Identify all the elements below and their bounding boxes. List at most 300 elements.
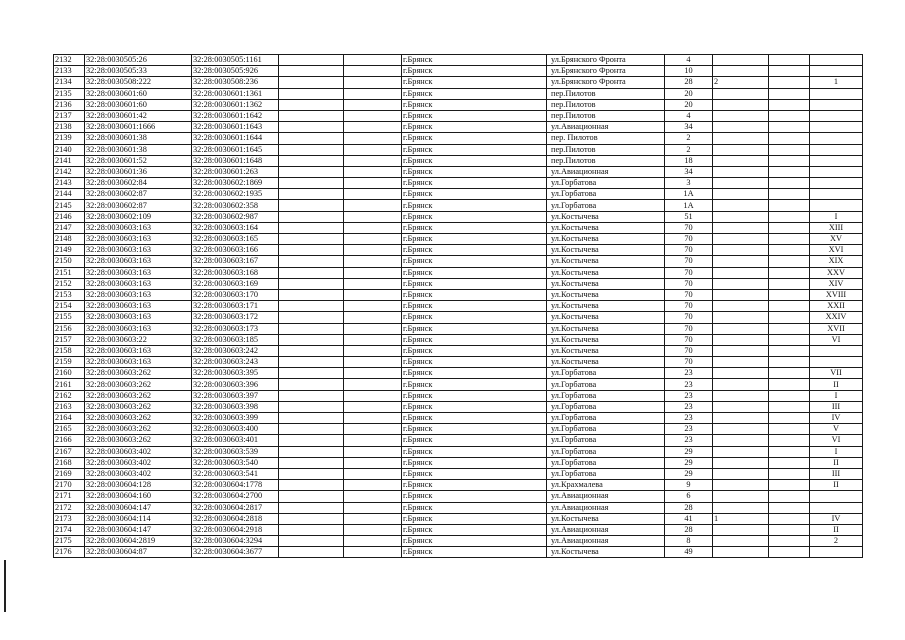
empty-cell (279, 211, 344, 222)
empty-cell (769, 99, 810, 110)
table-row (54, 88, 863, 99)
empty-cell (279, 547, 344, 558)
street-cell: ул.Костычева (547, 278, 665, 289)
row-number: 2157 (54, 334, 85, 345)
apartment-cell (810, 166, 863, 177)
city-cell: г.Брянск (402, 189, 547, 200)
table-row (54, 536, 863, 547)
object-cadastral-number: 32:28:0030603:167 (192, 256, 279, 267)
house-cell: 70 (665, 323, 713, 334)
city-cell: г.Брянск (402, 256, 547, 267)
street-cell: ул.Горбатова (547, 368, 665, 379)
building-cell (713, 368, 769, 379)
street-cell: пер.Пилотов (547, 99, 665, 110)
empty-cell (344, 234, 402, 245)
object-cadastral-number: 32:28:0030603:400 (192, 424, 279, 435)
empty-cell (769, 166, 810, 177)
apartment-cell: XIX (810, 256, 863, 267)
table-row (54, 357, 863, 368)
object-cadastral-number: 32:28:0030508:236 (192, 77, 279, 88)
empty-cell (279, 379, 344, 390)
street-cell: ул.Авиационная (547, 502, 665, 513)
land-cadastral-number: 32:28:0030603:262 (85, 413, 192, 424)
table-row (54, 278, 863, 289)
land-cadastral-number: 32:28:0030603:163 (85, 312, 192, 323)
street-cell: ул.Горбатова (547, 379, 665, 390)
building-cell (713, 301, 769, 312)
empty-cell (344, 301, 402, 312)
empty-cell (279, 88, 344, 99)
building-cell: 2 (713, 77, 769, 88)
object-cadastral-number: 32:28:0030603:165 (192, 234, 279, 245)
house-cell: 23 (665, 379, 713, 390)
table-row (54, 323, 863, 334)
apartment-cell (810, 133, 863, 144)
empty-cell (344, 357, 402, 368)
building-cell (713, 155, 769, 166)
land-cadastral-number: 32:28:0030603:262 (85, 379, 192, 390)
object-cadastral-number: 32:28:0030602:1869 (192, 178, 279, 189)
building-cell (713, 200, 769, 211)
table-row (54, 457, 863, 468)
empty-cell (344, 413, 402, 424)
apartment-cell: III (810, 468, 863, 479)
building-cell (713, 345, 769, 356)
row-number: 2151 (54, 267, 85, 278)
table-row (54, 200, 863, 211)
house-cell: 70 (665, 345, 713, 356)
house-cell: 1А (665, 189, 713, 200)
empty-cell (769, 480, 810, 491)
table-row (54, 99, 863, 110)
house-cell: 1А (665, 200, 713, 211)
table-row (54, 435, 863, 446)
building-cell (713, 491, 769, 502)
object-cadastral-number: 32:28:0030604:3294 (192, 536, 279, 547)
street-cell: ул.Горбатова (547, 468, 665, 479)
house-cell: 70 (665, 334, 713, 345)
street-cell: ул.Авиационная (547, 122, 665, 133)
empty-cell (769, 245, 810, 256)
table-row (54, 513, 863, 524)
empty-cell (769, 189, 810, 200)
row-number: 2136 (54, 99, 85, 110)
object-cadastral-number: 32:28:0030505:926 (192, 66, 279, 77)
house-cell: 18 (665, 155, 713, 166)
house-cell: 3 (665, 178, 713, 189)
land-cadastral-number: 32:28:0030601:36 (85, 166, 192, 177)
city-cell: г.Брянск (402, 491, 547, 502)
empty-cell (769, 435, 810, 446)
city-cell: г.Брянск (402, 401, 547, 412)
street-cell: ул.Костычева (547, 267, 665, 278)
land-cadastral-number: 32:28:0030603:262 (85, 368, 192, 379)
empty-cell (769, 468, 810, 479)
object-cadastral-number: 32:28:0030604:1778 (192, 480, 279, 491)
street-cell: ул.Брянского Фронта (547, 66, 665, 77)
apartment-cell: 2 (810, 536, 863, 547)
land-cadastral-number: 32:28:0030603:163 (85, 323, 192, 334)
row-number: 2133 (54, 66, 85, 77)
empty-cell (279, 513, 344, 524)
empty-cell (279, 491, 344, 502)
city-cell: г.Брянск (402, 55, 547, 66)
row-number: 2153 (54, 289, 85, 300)
building-cell (713, 446, 769, 457)
row-number: 2149 (54, 245, 85, 256)
city-cell: г.Брянск (402, 222, 547, 233)
apartment-cell: IV (810, 513, 863, 524)
apartment-cell: V (810, 424, 863, 435)
row-number: 2148 (54, 234, 85, 245)
house-cell: 70 (665, 256, 713, 267)
empty-cell (769, 301, 810, 312)
empty-cell (344, 289, 402, 300)
row-number: 2146 (54, 211, 85, 222)
object-cadastral-number: 32:28:0030602:358 (192, 200, 279, 211)
object-cadastral-number: 32:28:0030604:2817 (192, 502, 279, 513)
apartment-cell (810, 55, 863, 66)
empty-cell (279, 66, 344, 77)
house-cell: 23 (665, 390, 713, 401)
street-cell: пер.Пилотов (547, 110, 665, 121)
house-cell: 28 (665, 502, 713, 513)
land-cadastral-number: 32:28:0030604:160 (85, 491, 192, 502)
row-number: 2147 (54, 222, 85, 233)
empty-cell (344, 99, 402, 110)
building-cell (713, 178, 769, 189)
land-cadastral-number: 32:28:0030601:1666 (85, 122, 192, 133)
empty-cell (344, 133, 402, 144)
house-cell: 70 (665, 267, 713, 278)
house-cell: 10 (665, 66, 713, 77)
table-row (54, 446, 863, 457)
city-cell: г.Брянск (402, 323, 547, 334)
house-cell: 28 (665, 524, 713, 535)
empty-cell (769, 413, 810, 424)
empty-cell (344, 345, 402, 356)
empty-cell (344, 122, 402, 133)
building-cell (713, 424, 769, 435)
empty-cell (769, 502, 810, 513)
building-cell (713, 502, 769, 513)
row-number: 2165 (54, 424, 85, 435)
empty-cell (279, 334, 344, 345)
city-cell: г.Брянск (402, 66, 547, 77)
street-cell: ул.Крахмалева (547, 480, 665, 491)
street-cell: ул.Костычева (547, 312, 665, 323)
empty-cell (769, 491, 810, 502)
row-number: 2154 (54, 301, 85, 312)
empty-cell (279, 77, 344, 88)
empty-cell (279, 536, 344, 547)
table-row (54, 312, 863, 323)
empty-cell (279, 189, 344, 200)
empty-cell (769, 334, 810, 345)
city-cell: г.Брянск (402, 390, 547, 401)
object-cadastral-number: 32:28:0030603:396 (192, 379, 279, 390)
empty-cell (344, 55, 402, 66)
apartment-cell: II (810, 524, 863, 535)
empty-cell (279, 480, 344, 491)
object-cadastral-number: 32:28:0030603:172 (192, 312, 279, 323)
apartment-cell: XVI (810, 245, 863, 256)
table-row (54, 77, 863, 88)
land-cadastral-number: 32:28:0030602:84 (85, 178, 192, 189)
street-cell: ул.Костычева (547, 211, 665, 222)
land-cadastral-number: 32:28:0030603:22 (85, 334, 192, 345)
table-row (54, 502, 863, 513)
empty-cell (279, 144, 344, 155)
table-row (54, 222, 863, 233)
building-cell (713, 267, 769, 278)
apartment-cell: XXII (810, 301, 863, 312)
empty-cell (344, 457, 402, 468)
city-cell: г.Брянск (402, 334, 547, 345)
row-number: 2139 (54, 133, 85, 144)
city-cell: г.Брянск (402, 155, 547, 166)
table-row (54, 245, 863, 256)
land-cadastral-number: 32:28:0030603:163 (85, 289, 192, 300)
empty-cell (769, 55, 810, 66)
empty-cell (279, 278, 344, 289)
empty-cell (344, 278, 402, 289)
empty-cell (344, 379, 402, 390)
building-cell (713, 133, 769, 144)
city-cell: г.Брянск (402, 211, 547, 222)
house-cell: 70 (665, 222, 713, 233)
house-cell: 23 (665, 413, 713, 424)
empty-cell (279, 245, 344, 256)
street-cell: пер.Пилотов (547, 144, 665, 155)
row-number: 2172 (54, 502, 85, 513)
apartment-cell: XVII (810, 323, 863, 334)
building-cell (713, 189, 769, 200)
city-cell: г.Брянск (402, 278, 547, 289)
city-cell: г.Брянск (402, 178, 547, 189)
land-cadastral-number: 32:28:0030603:163 (85, 267, 192, 278)
empty-cell (279, 122, 344, 133)
land-cadastral-number: 32:28:0030602:87 (85, 200, 192, 211)
apartment-cell (810, 357, 863, 368)
table-row (54, 491, 863, 502)
house-cell: 28 (665, 77, 713, 88)
city-cell: г.Брянск (402, 122, 547, 133)
house-cell: 70 (665, 301, 713, 312)
table-row (54, 256, 863, 267)
table-row (54, 524, 863, 535)
object-cadastral-number: 32:28:0030505:1161 (192, 55, 279, 66)
house-cell: 70 (665, 234, 713, 245)
empty-cell (344, 368, 402, 379)
table-row (54, 155, 863, 166)
row-number: 2160 (54, 368, 85, 379)
city-cell: г.Брянск (402, 345, 547, 356)
land-cadastral-number: 32:28:0030603:402 (85, 446, 192, 457)
land-cadastral-number: 32:28:0030603:262 (85, 435, 192, 446)
apartment-cell (810, 66, 863, 77)
empty-cell (769, 357, 810, 368)
building-cell (713, 256, 769, 267)
house-cell: 49 (665, 547, 713, 558)
object-cadastral-number: 32:28:0030603:397 (192, 390, 279, 401)
land-cadastral-number: 32:28:0030601:38 (85, 133, 192, 144)
empty-cell (279, 446, 344, 457)
empty-cell (769, 457, 810, 468)
city-cell: г.Брянск (402, 379, 547, 390)
row-number: 2163 (54, 401, 85, 412)
building-cell (713, 166, 769, 177)
empty-cell (344, 200, 402, 211)
table-row (54, 133, 863, 144)
house-cell: 4 (665, 110, 713, 121)
empty-cell (769, 379, 810, 390)
street-cell: ул.Костычева (547, 513, 665, 524)
street-cell: ул.Горбатова (547, 413, 665, 424)
empty-cell (344, 312, 402, 323)
table-row (54, 368, 863, 379)
apartment-cell: I (810, 211, 863, 222)
land-cadastral-number: 32:28:0030601:42 (85, 110, 192, 121)
row-number: 2166 (54, 435, 85, 446)
empty-cell (279, 110, 344, 121)
empty-cell (769, 345, 810, 356)
empty-cell (344, 110, 402, 121)
empty-cell (769, 211, 810, 222)
building-cell (713, 312, 769, 323)
empty-cell (769, 133, 810, 144)
building-cell: 1 (713, 513, 769, 524)
empty-cell (279, 468, 344, 479)
land-cadastral-number: 32:28:0030505:33 (85, 66, 192, 77)
row-number: 2174 (54, 524, 85, 535)
row-number: 2173 (54, 513, 85, 524)
land-cadastral-number: 32:28:0030603:163 (85, 278, 192, 289)
house-cell: 70 (665, 357, 713, 368)
apartment-cell (810, 178, 863, 189)
empty-cell (769, 524, 810, 535)
table-row (54, 122, 863, 133)
apartment-cell: VI (810, 435, 863, 446)
street-cell: ул.Авиационная (547, 491, 665, 502)
building-cell (713, 547, 769, 558)
building-cell (713, 413, 769, 424)
empty-cell (769, 222, 810, 233)
land-cadastral-number: 32:28:0030603:262 (85, 390, 192, 401)
city-cell: г.Брянск (402, 166, 547, 177)
object-cadastral-number: 32:28:0030603:170 (192, 289, 279, 300)
object-cadastral-number: 32:28:0030601:1644 (192, 133, 279, 144)
empty-cell (769, 424, 810, 435)
empty-cell (344, 144, 402, 155)
apartment-cell: XVIII (810, 289, 863, 300)
row-number: 2168 (54, 457, 85, 468)
city-cell: г.Брянск (402, 99, 547, 110)
building-cell (713, 379, 769, 390)
row-number: 2158 (54, 345, 85, 356)
empty-cell (344, 446, 402, 457)
row-number: 2144 (54, 189, 85, 200)
street-cell: пер.Пилотов (547, 88, 665, 99)
apartment-cell: XIV (810, 278, 863, 289)
building-cell (713, 524, 769, 535)
street-cell: ул.Горбатова (547, 390, 665, 401)
empty-cell (769, 88, 810, 99)
building-cell (713, 468, 769, 479)
land-cadastral-number: 32:28:0030603:163 (85, 245, 192, 256)
city-cell: г.Брянск (402, 480, 547, 491)
land-cadastral-number: 32:28:0030603:163 (85, 357, 192, 368)
land-cadastral-number: 32:28:0030604:87 (85, 547, 192, 558)
street-cell: ул.Костычева (547, 245, 665, 256)
row-number: 2132 (54, 55, 85, 66)
land-cadastral-number: 32:28:0030602:109 (85, 211, 192, 222)
building-cell (713, 88, 769, 99)
street-cell: ул.Горбатова (547, 401, 665, 412)
object-cadastral-number: 32:28:0030602:987 (192, 211, 279, 222)
row-number: 2175 (54, 536, 85, 547)
city-cell: г.Брянск (402, 301, 547, 312)
city-cell: г.Брянск (402, 234, 547, 245)
empty-cell (279, 222, 344, 233)
register-rows (54, 55, 863, 558)
row-number: 2143 (54, 178, 85, 189)
land-cadastral-number: 32:28:0030603:402 (85, 457, 192, 468)
land-cadastral-number: 32:28:0030601:38 (85, 144, 192, 155)
city-cell: г.Брянск (402, 267, 547, 278)
city-cell: г.Брянск (402, 368, 547, 379)
building-cell (713, 245, 769, 256)
object-cadastral-number: 32:28:0030603:168 (192, 267, 279, 278)
building-cell (713, 234, 769, 245)
row-number: 2159 (54, 357, 85, 368)
land-cadastral-number: 32:28:0030603:163 (85, 234, 192, 245)
empty-cell (344, 435, 402, 446)
land-cadastral-number: 32:28:0030508:222 (85, 77, 192, 88)
city-cell: г.Брянск (402, 289, 547, 300)
empty-cell (279, 457, 344, 468)
city-cell: г.Брянск (402, 524, 547, 535)
empty-cell (769, 536, 810, 547)
house-cell: 23 (665, 424, 713, 435)
apartment-cell (810, 491, 863, 502)
object-cadastral-number: 32:28:0030601:1362 (192, 99, 279, 110)
house-cell: 29 (665, 457, 713, 468)
empty-cell (279, 345, 344, 356)
building-cell (713, 278, 769, 289)
register-table (53, 54, 863, 558)
city-cell: г.Брянск (402, 536, 547, 547)
object-cadastral-number: 32:28:0030603:164 (192, 222, 279, 233)
empty-cell (344, 178, 402, 189)
empty-cell (279, 301, 344, 312)
house-cell: 6 (665, 491, 713, 502)
object-cadastral-number: 32:28:0030603:540 (192, 457, 279, 468)
city-cell: г.Брянск (402, 77, 547, 88)
apartment-cell: III (810, 401, 863, 412)
object-cadastral-number: 32:28:0030603:243 (192, 357, 279, 368)
object-cadastral-number: 32:28:0030604:2818 (192, 513, 279, 524)
object-cadastral-number: 32:28:0030603:401 (192, 435, 279, 446)
empty-cell (769, 446, 810, 457)
building-cell (713, 435, 769, 446)
house-cell: 70 (665, 312, 713, 323)
object-cadastral-number: 32:28:0030604:2918 (192, 524, 279, 535)
object-cadastral-number: 32:28:0030603:399 (192, 413, 279, 424)
empty-cell (769, 278, 810, 289)
row-number: 2176 (54, 547, 85, 558)
row-number: 2156 (54, 323, 85, 334)
